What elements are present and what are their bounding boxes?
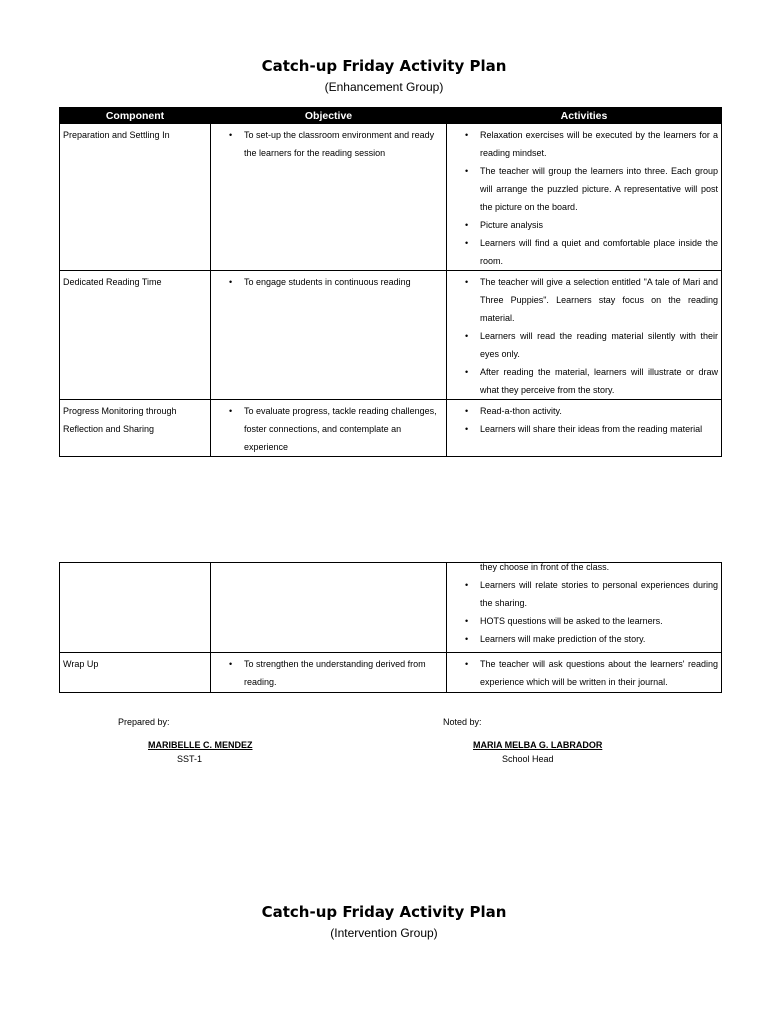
activity-item: • After reading the material, learners will illustrate or draw what they perceive from the story.: [450, 363, 718, 399]
table-row: [60, 124, 722, 271]
activities-cell: [447, 271, 722, 400]
activity-item: • Picture analysis: [450, 216, 718, 234]
noted-by-label: Noted by:: [443, 717, 482, 727]
prepared-by-role: SST-1: [177, 754, 203, 764]
header-activities: Activities: [447, 108, 722, 124]
continued-activity-text: they choose in front of the class.: [480, 562, 610, 572]
prepared-by-name: MARIBELLE C. MENDEZ: [148, 740, 253, 750]
objective-item: • To evaluate progress, tackle reading challenges, foster connections, and contemplate an experience: [214, 402, 443, 456]
activity-item: • Learners will make prediction of the story.: [450, 630, 718, 648]
objective-cell: [211, 271, 447, 400]
component-cell: Wrap Up: [60, 653, 211, 693]
page-subtitle-intervention: (Intervention Group): [330, 926, 438, 940]
activity-item: • Relaxation exercises will be executed by the learners for a reading mindset.: [450, 126, 718, 162]
activities-cell: [447, 653, 722, 693]
noted-by-name: MARIA MELBA G. LABRADOR: [473, 740, 603, 750]
activity-item: • The teacher will ask questions about the learners' reading experience which will be written in their journal.: [450, 655, 718, 691]
table-header-row: [60, 108, 722, 124]
table-row: [60, 400, 722, 457]
activity-item: • HOTS questions will be asked to the learners.: [450, 612, 718, 630]
activities-cell: [447, 400, 722, 457]
activity-item: • Learners will relate stories to personal experiences during the sharing.: [450, 576, 718, 612]
page-subtitle: (Enhancement Group): [324, 80, 444, 94]
component-cell: Dedicated Reading Time: [60, 271, 211, 400]
objective-cell: [211, 400, 447, 457]
prepared-by-label: Prepared by:: [118, 717, 170, 727]
header-objective: Objective: [211, 108, 447, 124]
component-cell: Preparation and Settling In: [60, 124, 211, 271]
activity-item: • Learners will find a quiet and comfortable place inside the room.: [450, 234, 718, 270]
noted-by-role: School Head: [502, 754, 554, 764]
objective-item: • To set-up the classroom environment and ready the learners for the reading session: [214, 126, 443, 162]
objective-cell: [211, 563, 447, 653]
component-cell: [60, 563, 211, 653]
activity-item: • The teacher will group the learners into three. Each group will arrange the puzzled picture. A representative will post the picture on the board.: [450, 162, 718, 216]
objective-item: • To engage students in continuous reading: [214, 273, 443, 291]
page-title-intervention: Catch-up Friday Activity Plan: [261, 903, 507, 921]
activity-plan-table-continued: [59, 562, 722, 693]
activities-cell: [447, 124, 722, 271]
activity-plan-table: [59, 107, 722, 457]
page-title: Catch-up Friday Activity Plan: [261, 57, 507, 75]
table-row: [60, 563, 722, 653]
activity-item: • The teacher will give a selection entitled "A tale of Mari and Three Puppies". Learners stay focus on the reading material.: [450, 273, 718, 327]
objective-cell: [211, 653, 447, 693]
activity-item: • Learners will share their ideas from the reading material: [450, 420, 718, 438]
activities-cell: [447, 563, 722, 653]
activity-item: • Read-a-thon activity.: [450, 402, 718, 420]
activity-item: • Learners will read the reading material silently with their eyes only.: [450, 327, 718, 363]
objective-item: • To strengthen the understanding derived from reading.: [214, 655, 443, 691]
table-row: [60, 271, 722, 400]
header-component: Component: [60, 108, 211, 124]
objective-cell: [211, 124, 447, 271]
component-cell: Progress Monitoring through Reflection and Sharing: [60, 400, 211, 457]
table-row: [60, 653, 722, 693]
